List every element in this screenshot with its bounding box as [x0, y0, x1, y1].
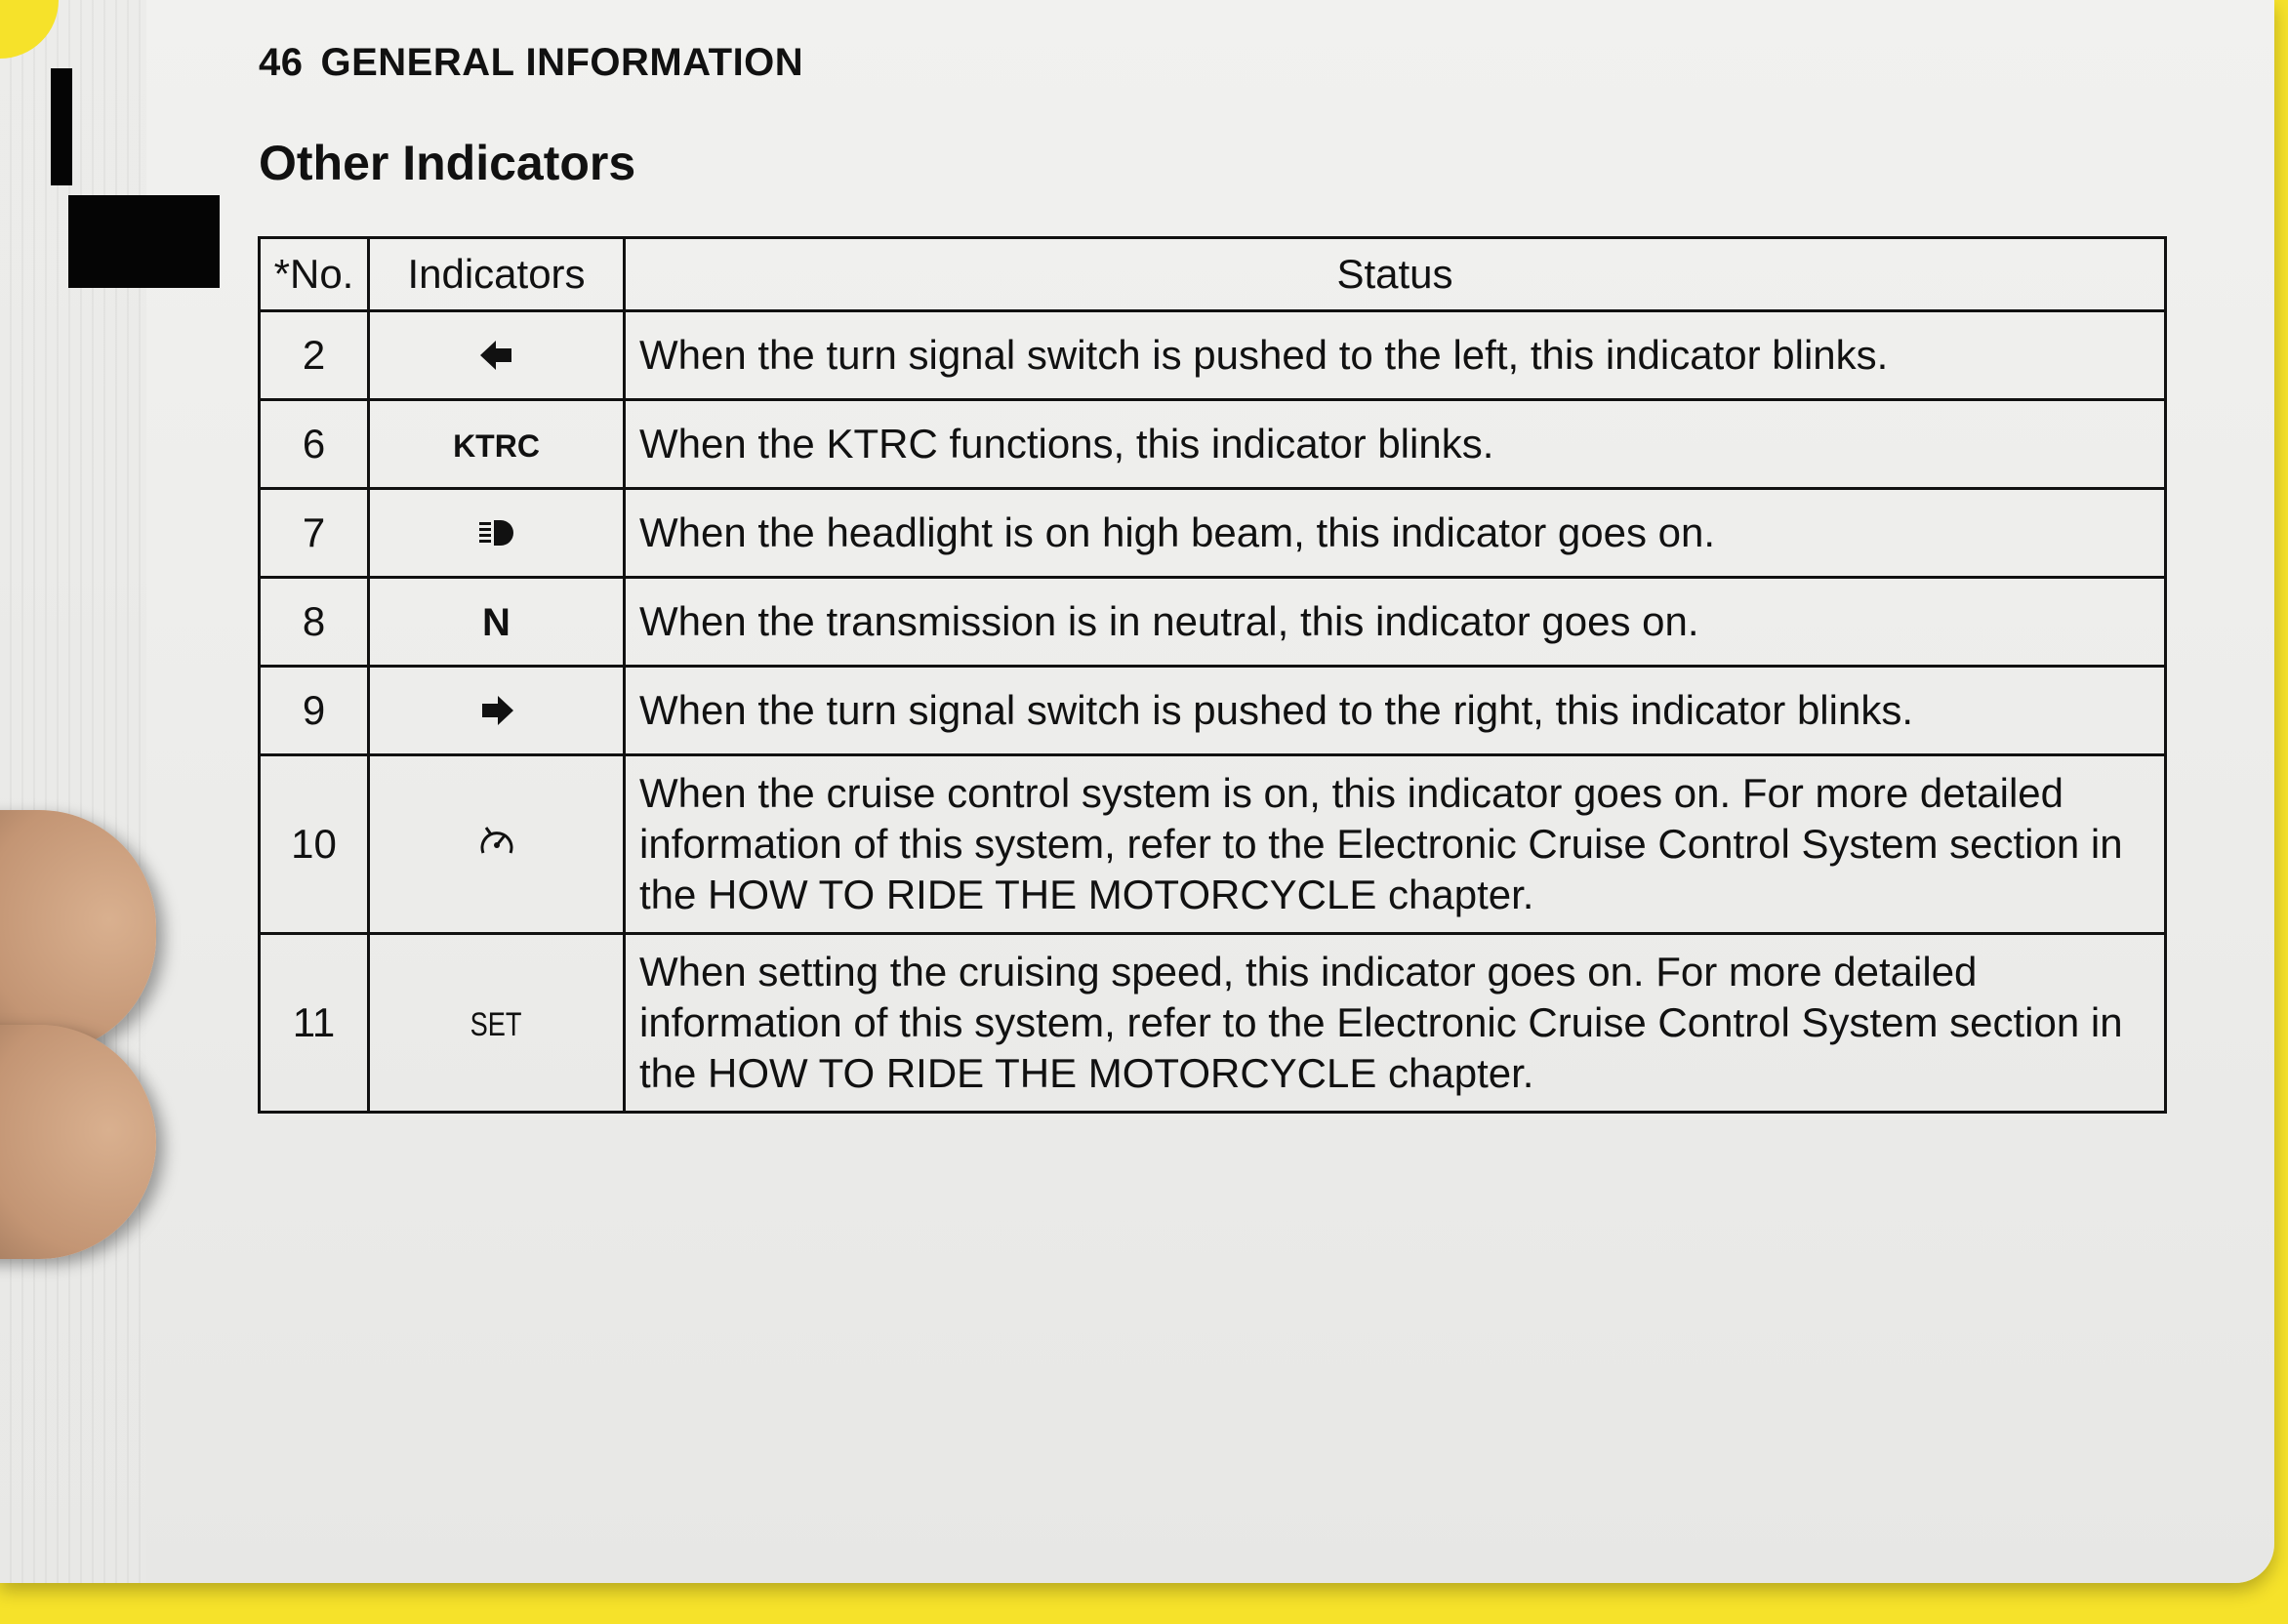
status-text: When the KTRC functions, this indicator blinks.: [625, 400, 2166, 489]
indicator-cell: [369, 578, 625, 667]
set-icon: SET: [470, 1005, 522, 1043]
table-row: [260, 400, 2166, 489]
row-number: 6: [260, 400, 369, 489]
indicator-cell: [369, 667, 625, 755]
row-number: 8: [260, 578, 369, 667]
page-number: 46: [259, 41, 304, 84]
section-name: GENERAL INFORMATION: [320, 41, 804, 84]
section-tab-mark: [51, 68, 72, 185]
row-number: 9: [260, 667, 369, 755]
left-arrow-icon: [480, 331, 513, 382]
table-header-row: [260, 238, 2166, 311]
status-text: When the headlight is on high beam, this indicator goes on.: [625, 489, 2166, 578]
right-arrow-icon: [480, 686, 513, 737]
table-row: [260, 311, 2166, 400]
status-text: When the turn signal switch is pushed to the right, this indicator blinks.: [625, 667, 2166, 755]
indicators-table: [258, 236, 2167, 1114]
indicator-cell: [369, 755, 625, 934]
column-header-status: Status: [625, 238, 2166, 311]
status-text: When the turn signal switch is pushed to the left, this indicator blinks.: [625, 311, 2166, 400]
cruise-control-icon: [477, 820, 516, 871]
section-tab: [68, 195, 220, 288]
indicator-cell: [369, 489, 625, 578]
section-title: Other Indicators: [259, 136, 636, 190]
status-text: When the cruise control system is on, this indicator goes on. For more detailed information of this system, refer to the Electronic Cruise Control System section in the HOW TO RIDE THE MOTORCYCLE chapter.: [625, 755, 2166, 934]
indicator-cell: [369, 400, 625, 489]
high-beam-icon: [479, 508, 514, 559]
neutral-icon: N: [482, 600, 511, 644]
row-number: 7: [260, 489, 369, 578]
status-text: When setting the cruising speed, this indicator goes on. For more detailed information of this system, refer to the Electronic Cruise Control System section in the HOW TO RIDE THE MOTORCYCLE chapter.: [625, 934, 2166, 1113]
table-row: [260, 667, 2166, 755]
row-number: 2: [260, 311, 369, 400]
table-row: [260, 578, 2166, 667]
page-header: [259, 41, 803, 85]
table-row: [260, 755, 2166, 934]
table-row: [260, 489, 2166, 578]
row-number: 10: [260, 755, 369, 934]
status-text: When the transmission is in neutral, this indicator goes on.: [625, 578, 2166, 667]
ktrc-icon: KTRC: [453, 427, 540, 464]
indicator-cell: [369, 934, 625, 1113]
table-row: [260, 934, 2166, 1113]
column-header-no: *No.: [260, 238, 369, 311]
column-header-indicators: Indicators: [369, 238, 625, 311]
indicator-cell: [369, 311, 625, 400]
row-number: 11: [260, 934, 369, 1113]
